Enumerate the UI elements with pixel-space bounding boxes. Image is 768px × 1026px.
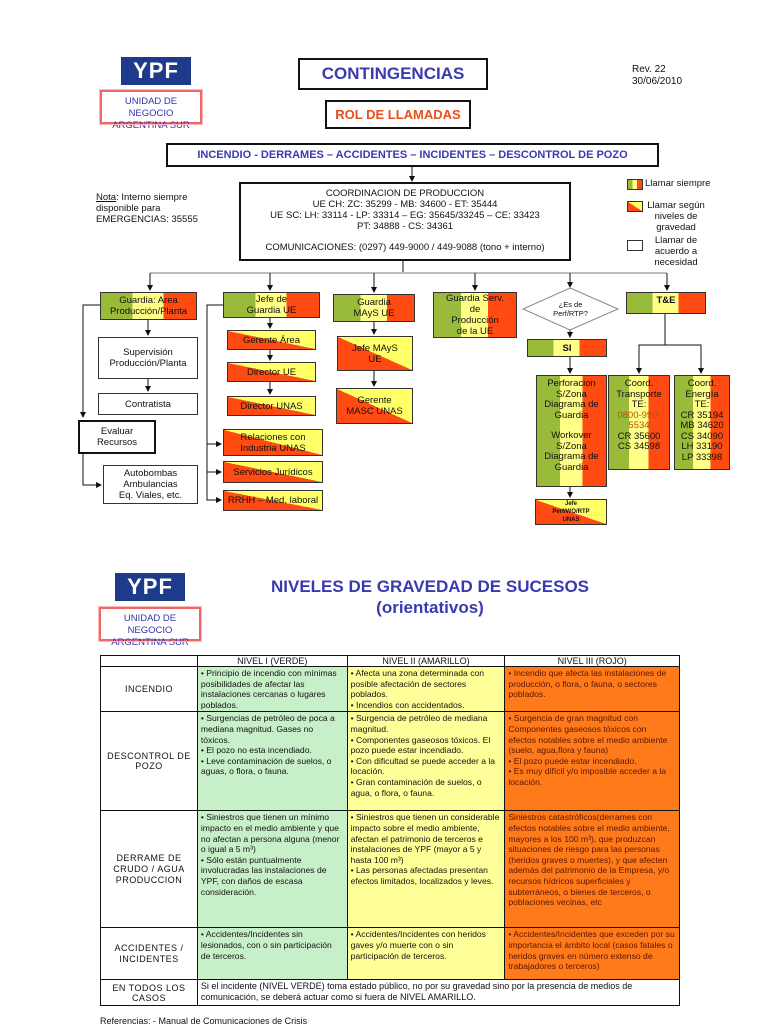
node-line: Diagrama de — [544, 451, 599, 462]
cell-item: • Principio de incendio con mínimas posibilidades de afectar las instalaciones cercanas o lugares poblados. — [200, 668, 337, 710]
cell-item: • Con dificultad se puede acceder a la locación. — [350, 755, 496, 777]
node-line: CR 35600 — [617, 430, 661, 442]
cell-item: • Sólo están puntualmente involucradas las instalaciones de YPF, con daños de escasa consideración. — [200, 854, 327, 897]
node-line: TE: — [694, 399, 710, 410]
severity-cell-level-3 — [505, 667, 680, 712]
note-line: disponible para — [96, 203, 161, 214]
note-label: Nota — [96, 192, 117, 203]
node-line: MB 34620 — [680, 420, 724, 431]
severity-cell-level-2 — [347, 667, 505, 712]
severity-table — [100, 655, 680, 1006]
note-line: : Interno siempre — [116, 192, 188, 203]
severity-cell-level-1 — [197, 928, 347, 980]
node-relaciones: Relaciones con Industria UNAS — [223, 429, 323, 456]
node-director-ue: Director UE — [227, 362, 316, 382]
cell-item: • Surgencia de gran magnitud con Componentes gaseosos tóxicos con efectos notables sobre el medio ambiente (suelo, agua,flora y fauna) — [508, 713, 668, 756]
cell-item: • Las personas afectadas presentan efectos limitados, localizados y leves. — [350, 865, 494, 886]
node-jefe-perf — [535, 499, 607, 525]
severity-cell-level-2 — [347, 712, 505, 811]
node-jefe-guardia: Jefe de Guardia UE — [223, 292, 320, 318]
severity-cell-level-3 — [505, 712, 680, 811]
node-line: CS 34090 — [680, 430, 724, 442]
node-line: Guardia — [554, 409, 589, 421]
unit-line: ARGENTINA SUR — [111, 637, 189, 648]
column-header: NIVEL I (VERDE) — [197, 656, 347, 667]
table-row — [101, 928, 680, 980]
node-gerente-masc: Gerente MASC UNAS — [336, 388, 413, 424]
cell-item: • Incendios con accidentados. — [350, 699, 465, 710]
cell-item: • Accidentes/Incidentes sin lesionados, con o sin participación de terceros. — [200, 929, 332, 961]
node-line: LP 33398 — [681, 451, 723, 463]
node-line: CR 35194 — [680, 409, 724, 421]
cell-item: • Surgencia de petróleo de mediana magnitud. — [350, 713, 488, 734]
all-cases-text: Si el incidente (NIVEL VERDE) toma estado público, no por su gravedad sino por la presencia de medios de comunicación, se deberá actuar como si fuera de NIVEL AMARILLO. — [197, 980, 679, 1006]
revision — [632, 64, 682, 88]
cell-item: • Siniestros que tienen un considerable impacto sobre el medio ambiente, afectan el patrimonio de terceros e instalaciones de YPF (mayor a 5 y hasta 100 m³) — [350, 812, 500, 865]
node-rrhh: RRHH – Med. laboral — [223, 490, 323, 511]
rev-number: Rev. 22 — [632, 64, 666, 75]
severity-cell-level-1 — [197, 667, 347, 712]
severity-title-main: NIVELES DE GRAVEDAD DE SUCESOS — [270, 577, 590, 596]
node-line: S/Zona — [556, 388, 587, 400]
cell-item: • Es muy difícil y/o imposible acceder a la locación. — [508, 766, 667, 787]
event-types-banner: INCENDIO - DERRAMES – ACCIDENTES – INCIDENTES – DESCONTROL DE POZO — [166, 143, 659, 167]
cell-item: • Siniestros que tienen un mínimo impacto en el medio ambiente y que no afectan a persona alguna (menor o igual a 5 m³) — [200, 812, 340, 855]
note-line: EMERGENCIAS: 35555 — [96, 214, 198, 225]
node-line: TE: — [631, 399, 647, 410]
node-line: Autobombas — [123, 468, 178, 479]
business-unit-label — [100, 90, 202, 131]
business-unit-label-2 — [99, 607, 201, 648]
coord-line: UE CH: ZC: 35299 - MB: 34600 - ET: 35444 — [312, 199, 498, 210]
cell-item: • Componentes gaseosos tóxicos. El pozo puede estar incendiado. — [350, 734, 491, 756]
row-label: DESCONTROL DE POZO — [101, 712, 198, 811]
cell-item: • Surgencias de petróleo de poca a mediana magnitud. Gases no tóxicos. — [200, 713, 335, 745]
node-line: Perf/WO/RTP — [552, 509, 590, 515]
severity-cell-level-1 — [197, 712, 347, 811]
legend-by-level: Llamar según niveles de gravedad — [647, 200, 705, 233]
coord-line: UE SC: LH: 33114 - LP: 33314 – EG: 35645/33245 – CE: 33423 — [270, 210, 540, 221]
node-line: Jefe — [564, 501, 577, 507]
node-autobombas — [103, 465, 198, 504]
column-header — [101, 656, 198, 667]
table-row — [101, 712, 680, 811]
subtitle: ROL DE LLAMADAS — [325, 100, 471, 129]
coord-line: COORDINACION DE PRODUCCION — [325, 188, 485, 199]
node-coord-energia — [674, 375, 730, 470]
coord-line: PT: 34888 - CS: 34361 — [356, 221, 454, 232]
node-line: Ambulancias — [123, 479, 178, 490]
node-coord-transporte — [608, 375, 670, 470]
cell-item: • El pozo puede estar incendiado. — [508, 755, 637, 766]
severity-cell-level-1 — [197, 811, 347, 928]
node-line: Eq. Viales, etc. — [118, 490, 183, 501]
unit-line: UNIDAD DE NEGOCIO — [124, 96, 178, 119]
cell-item: • El pozo no esta incendiado. — [200, 745, 312, 756]
node-guardia-serv: Guardia Serv. de Producción de la UE — [433, 292, 517, 338]
note — [96, 192, 198, 225]
transporte-phone: 0800-999-5534 — [617, 409, 661, 431]
unit-line: UNIDAD DE NEGOCIO — [123, 613, 177, 636]
unit-line: ARGENTINA SUR — [112, 120, 190, 131]
ypf-logo-2: YPF — [115, 573, 185, 601]
row-label: DERRAME DE CRUDO / AGUA PRODUCCION — [101, 811, 198, 928]
cell-item: • Accidentes/Incidentes con heridos gaves y/o muerte con o sin participación de terceros. — [350, 929, 486, 961]
row-label: INCENDIO — [101, 667, 198, 712]
cell-item: • Accidentes/Incidentes que exceden por su importancia el ámbito local (casos fatales o heridos graves en número extenso de trabajadores o terceros) — [508, 929, 675, 972]
node-line: Energía — [685, 388, 719, 400]
column-header: NIVEL III (ROJO) — [505, 656, 680, 667]
severity-cell-level-3 — [505, 811, 680, 928]
node-si: SI — [527, 339, 607, 357]
page-title: CONTINGENCIAS — [298, 58, 488, 90]
cell-item: • Afecta una zona determinada con posible afectación de sectores poblados. — [350, 668, 485, 700]
legend-swatch-always — [627, 179, 643, 190]
table-row-all-cases — [101, 980, 680, 1006]
severity-cell-level-2 — [347, 928, 505, 980]
ypf-logo: YPF — [121, 57, 191, 85]
node-guardia-area: Guardia: Area Producción/Planta — [100, 292, 197, 320]
severity-title — [230, 576, 630, 618]
node-line: Guardia — [554, 461, 589, 473]
row-label: EN TODOS LOS CASOS — [101, 980, 198, 1006]
cell-item: • Leve contaminación de suelos, o aguas, o flora, o fauna. — [200, 755, 332, 777]
legend-swatch-by-level — [627, 201, 643, 212]
node-line: LH 33190 — [681, 441, 723, 452]
severity-cell-level-2 — [347, 811, 505, 928]
row-label: ACCIDENTES / INCIDENTES — [101, 928, 198, 980]
cell-item: • Incendio que afecta las instalaciones de producción, o flora, o fauna, o sectores poblados. — [508, 668, 667, 700]
node-perforacion — [536, 375, 607, 487]
node-evaluar-recursos: Evaluar Recursos — [78, 420, 156, 454]
rev-date: 30/06/2010 — [632, 76, 683, 87]
cell-item: Siniestros catastróficos(derrames con efectos notables sobre el medio ambiente, mayores a los 100 m³), que produzcan situaciones de riesgo para las personas (heridos graves o muertes), y que afecten además del patrimonio de la Empresa, y/o recursos hídricos superficiales y subterráneos, o bienes de terceros, o poblaciones vecinas, etc — [508, 812, 670, 908]
severity-subtitle: (orientativos) — [376, 598, 484, 617]
node-line: Coord. — [624, 378, 654, 389]
node-line: UNAS — [562, 517, 580, 523]
references: Referencias: - Manual de Comunicaciones de Crisis — [100, 1016, 308, 1026]
decision-question: ¿Es de Perf/RTP? — [553, 300, 588, 318]
legend-as-needed: Llamar de acuerdo a necesidad — [654, 235, 698, 268]
column-header: NIVEL II (AMARILLO) — [347, 656, 505, 667]
node-te: T&E — [626, 292, 706, 314]
severity-cell-level-3 — [505, 928, 680, 980]
node-contratista: Contratista — [98, 393, 198, 415]
node-line: CS 34598 — [617, 441, 661, 452]
table-row — [101, 811, 680, 928]
table-header-row — [101, 656, 680, 667]
legend-always: Llamar siempre — [645, 178, 711, 189]
node-gerente-area: Gerente Área — [227, 330, 316, 350]
node-line: S/Zona — [556, 440, 587, 452]
cell-item: • Gran contaminación de suelos, o agua, o flora, o fauna. — [350, 776, 482, 798]
node-line: Transporte — [616, 388, 662, 400]
node-jefe-mays: Jefe MAyS UE — [337, 336, 413, 371]
legend-swatch-as-needed — [627, 240, 643, 251]
table-row — [101, 667, 680, 712]
node-servicios-juridicos: Servicios Jurídicos — [223, 461, 323, 483]
node-line: Workover — [551, 430, 592, 441]
node-line: Coord. — [687, 378, 717, 389]
node-guardia-mays: Guardia MAyS UE — [333, 294, 415, 322]
node-director-unas: Director UNAS — [227, 396, 316, 416]
node-line: Diagrama de — [544, 399, 599, 410]
coordination-box — [239, 182, 571, 261]
node-line: Perforacion — [547, 378, 596, 389]
node-supervision: Supervisión Producción/Planta — [98, 337, 198, 379]
coord-line: COMUNICACIONES: (0297) 449-9000 / 449-9088 (tono + interno) — [265, 242, 545, 253]
